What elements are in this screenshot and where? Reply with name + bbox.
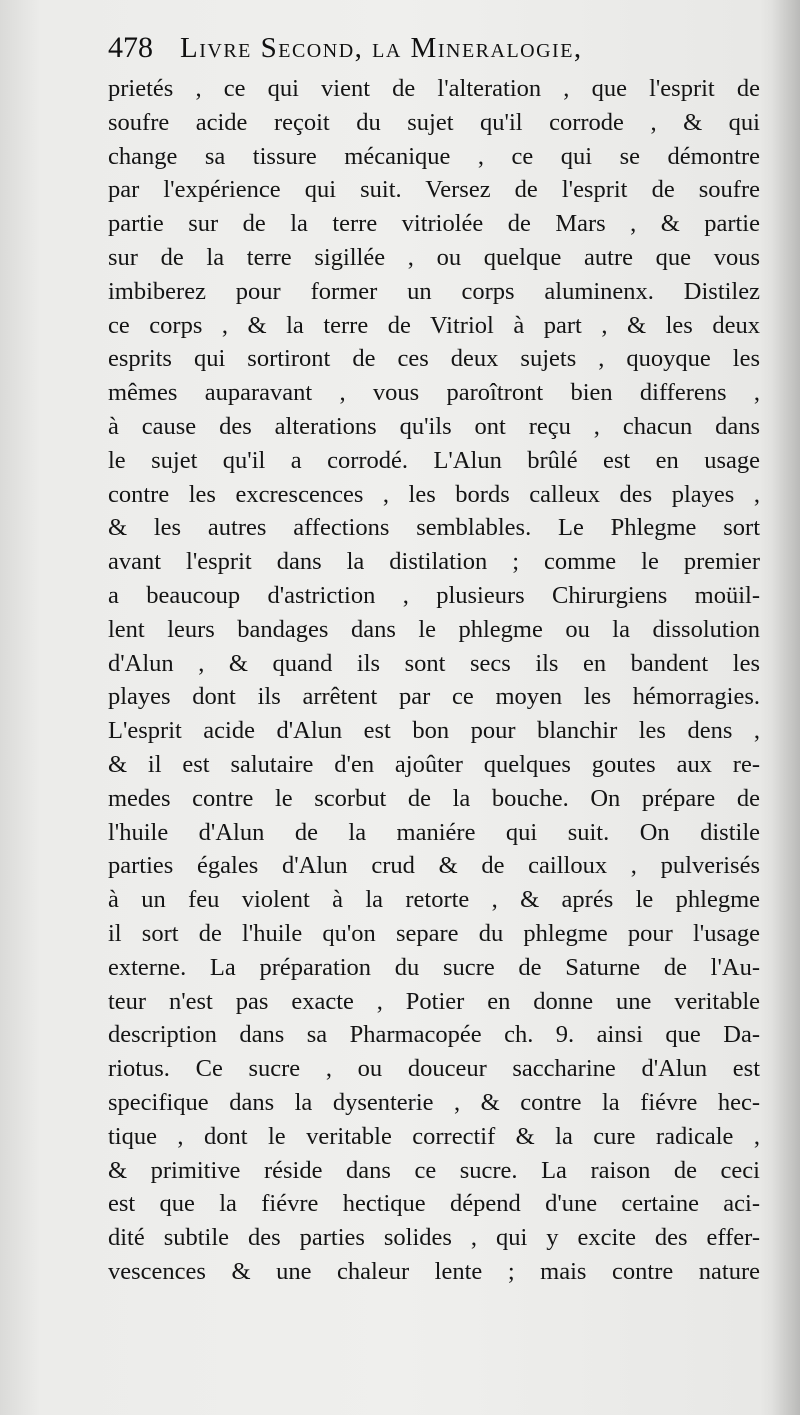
text-line: par l'expérience qui suit. Versez de l'esprit de soufre [108, 176, 760, 204]
text-line: lent leurs bandages dans le phlegme ou la dissolution [108, 615, 760, 643]
text-line: specifique dans la dysenterie , & contre la fiévre hec- [108, 1088, 760, 1116]
text-line: esprits qui sortiront de ces deux sujets , quoyque les [108, 345, 760, 373]
text-line: change sa tissure mécanique , ce qui se démontre [108, 142, 760, 170]
text-line: à un feu violent à la retorte , & aprés le phlegme [108, 886, 760, 914]
body-text [108, 72, 760, 1289]
text-line: L'esprit acide d'Alun est bon pour blanchir les dens , [108, 717, 760, 745]
text-line: l'huile d'Alun de la maniére qui suit. On distile [108, 818, 760, 846]
text-line: & les autres affections semblables. Le Phlegme sort [108, 514, 760, 542]
text-line: le sujet qu'il a corrodé. L'Alun brûlé est en usage [108, 446, 760, 474]
text-line: riotus. Ce sucre , ou douceur saccharine d'Alun est [108, 1055, 760, 1083]
page-gutter-shadow [772, 0, 800, 1415]
text-line: vescences & une chaleur lente ; mais contre nature [108, 1257, 760, 1285]
text-line: a beaucoup d'astriction , plusieurs Chirurgiens moüil- [108, 581, 760, 609]
text-line: soufre acide reçoit du sujet qu'il corrode , & qui [108, 108, 760, 136]
text-line: mêmes auparavant , vous paroîtront bien differens , [108, 379, 760, 407]
text-line: medes contre le scorbut de la bouche. On prépare de [108, 784, 760, 812]
text-line: playes dont ils arrêtent par ce moyen les hémorragies. [108, 683, 760, 711]
page-number: 478 [108, 31, 153, 64]
text-line: dité subtile des parties solides , qui y excite des effer- [108, 1224, 760, 1252]
text-line: ce corps , & la terre de Vitriol à part , & les deux [108, 311, 760, 339]
text-line: partie sur de la terre vitriolée de Mars , & partie [108, 210, 760, 238]
text-line: il sort de l'huile qu'on separe du phlegme pour l'usage [108, 919, 760, 947]
text-line: externe. La préparation du sucre de Saturne de l'Au- [108, 953, 760, 981]
text-line: sur de la terre sigillée , ou quelque autre que vous [108, 243, 760, 271]
text-line: description dans sa Pharmacopée ch. 9. ainsi que Da- [108, 1021, 760, 1049]
text-line: tique , dont le veritable correctif & la cure radicale , [108, 1122, 760, 1150]
text-line: est que la fiévre hectique dépend d'une certaine aci- [108, 1190, 760, 1218]
text-line: contre les excrescences , les bords calleux des playes , [108, 480, 760, 508]
running-head: Livre Second, la Mineralogie, [180, 32, 583, 64]
text-line: imbiberez pour former un corps aluminenx. Distilez [108, 277, 760, 305]
text-line: & primitive réside dans ce sucre. La raison de ceci [108, 1156, 760, 1184]
text-line: prietés , ce qui vient de l'alteration , que l'esprit de [108, 75, 760, 102]
text-line: parties égales d'Alun crud & de cailloux , pulverisés [108, 852, 760, 880]
text-line: teur n'est pas exacte , Potier en donne une veritable [108, 987, 760, 1015]
page-header [108, 26, 768, 70]
text-line: d'Alun , & quand ils sont secs ils en bandent les [108, 649, 760, 677]
text-line: & il est salutaire d'en ajoûter quelques goutes aux re- [108, 750, 760, 778]
text-line: avant l'esprit dans la distilation ; comme le premier [108, 548, 760, 576]
text-line: à cause des alterations qu'ils ont reçu , chacun dans [108, 412, 760, 440]
